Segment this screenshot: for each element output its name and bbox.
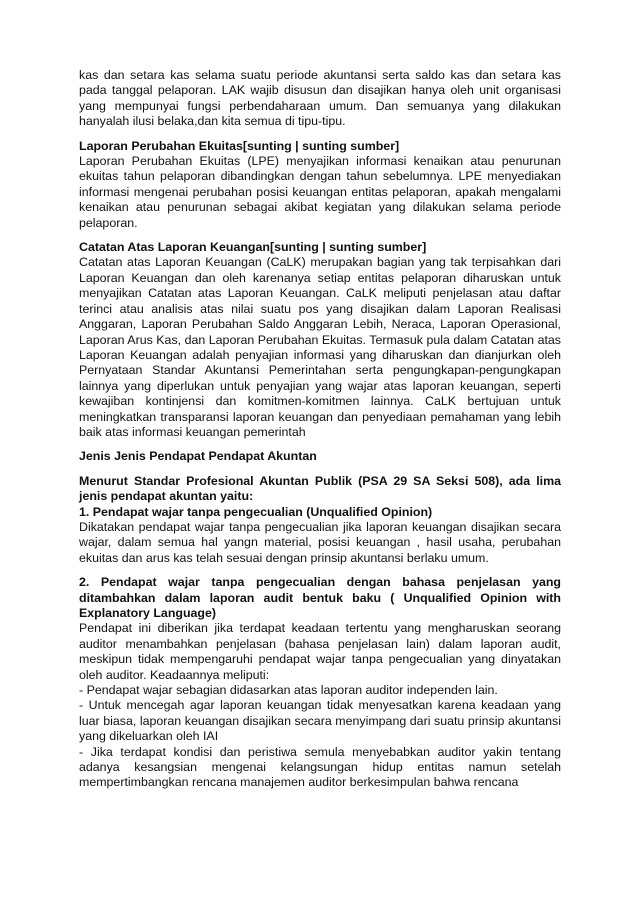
intro-paragraph: kas dan setara kas selama suatu periode akuntansi serta saldo kas dan setara kas pada tanggal pelaporan. LAK wajib disusun dan disajikan hanya oleh unit organisasi yang mempunyai fungsi perbendaharaan umum. Dan semuanya yang dilakukan hanyalah ilusi belaka,dan kita semua di tipu-tipu. [79, 68, 561, 129]
item2-paragraph: Pendapat ini diberikan jika terdapat keadaan tertentu yang mengharuskan seorang auditor menambahkan penjelasan (bahasa penjelasan lain) dalam laporan audit, meskipun tidak mempengaruhi pendapat wajar tanpa pengecualian yang dinyatakan oleh auditor. Keadaannya meliputi: [79, 621, 561, 682]
standar-heading: Menurut Standar Profesional Akuntan Publik (PSA 29 SA Seksi 508), ada lima jenis pendapat akuntan yaitu: [79, 473, 561, 504]
spacer [79, 130, 561, 139]
spacer [79, 231, 561, 240]
lpe-paragraph: Laporan Perubahan Ekuitas (LPE) menyajikan informasi kenaikan atau penurunan ekuitas tahun pelaporan dibandingkan dengan tahun sebelumnya. LPE menyediakan informasi mengenai perubahan posisi keuangan entitas pelaporan, apakah mengalami kenaikan atau penurunan sebagai akibat kegiatan yang dilakukan selama periode pelaporan. [79, 154, 561, 230]
item2-bullet: - Pendapat wajar sebagian didasarkan atas laporan auditor independen lain. [79, 683, 498, 698]
jenis-heading: Jenis Jenis Pendapat Pendapat Akuntan [79, 449, 317, 464]
item2-heading: 2. Pendapat wajar tanpa pengecualian dengan bahasa penjelasan yang ditambahkan dalam laporan audit bentuk baku ( Unqualified Opinion with Explanatory Language) [79, 575, 561, 620]
document-page [79, 68, 561, 791]
calk-paragraph: Catatan atas Laporan Keuangan (CaLK) merupakan bagian yang tak terpisahkan dari Laporan Keuangan dan oleh karenanya setiap entitas pelaporan diharuskan untuk menyajikan Catatan atas Laporan Keuangan. CaLK meliputi penjelasan atau daftar terinci atau analisis atas nilai suatu pos yang disajikan dalam Laporan Realisasi Anggaran, Laporan Perubahan Saldo Anggaran Lebih, Neraca, Laporan Operasional, Laporan Arus Kas, dan Laporan Perubahan Ekuitas. Termasuk pula dalam Catatan atas Laporan Keuangan adalah penyajian informasi yang diharuskan dan dianjurkan oleh Pernyataan Standar Akuntansi Pemerintahan serta pengungkapan-pengungkapan lainnya yang diperlukan untuk penyajian yang wajar atas laporan keuangan, seperti kewajiban kontinjensi dan komitmen-komitmen lainnya. CaLK bertujuan untuk meningkatkan transparansi laporan keuangan dan penyediaan pemahaman yang lebih baik atas informasi keuangan pemerintah [79, 255, 561, 439]
item2-bullet: - Untuk mencegah agar laporan keuangan tidak menyesatkan karena keadaan yang luar biasa, laporan keuangan disajikan secara menyimpang dari suatu prinsip akuntansi yang dikeluarkan oleh IAI [79, 698, 561, 744]
spacer [79, 440, 561, 449]
calk-heading: Catatan Atas Laporan Keuangan[sunting | sunting sumber] [79, 240, 427, 255]
spacer [79, 566, 561, 575]
item1-heading: 1. Pendapat wajar tanpa pengecualian (Unqualified Opinion) [79, 504, 433, 519]
item2-bullet: - Jika terdapat kondisi dan peristiwa semula menyebabkan auditor yakin tentang adanya kesangsian mengenai kelangsungan hidup entitas namun setelah mempertimbangkan rencana manajemen auditor berkesimpulan bahwa rencana [79, 744, 561, 790]
item1-paragraph: Dikatakan pendapat wajar tanpa pengecualian jika laporan keuangan disajikan secara wajar, dalam semua hal yangn material, posisi keuangan , hasil usaha, perubahan ekuitas dan arus kas telah sesuai dengan prinsip akuntansi berlaku umum. [79, 519, 561, 565]
lpe-heading: Laporan Perubahan Ekuitas[sunting | sunting sumber] [79, 138, 400, 153]
spacer [79, 465, 561, 474]
